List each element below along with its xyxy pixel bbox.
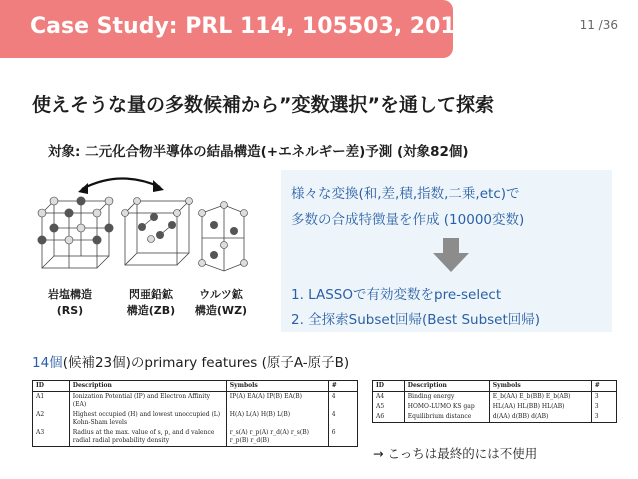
structure-label-rs: 岩塩構造 (RS) xyxy=(40,287,100,319)
structure-label-wz: ウルツ鉱 構造(WZ) xyxy=(190,287,252,319)
structure-label-zb: 閃亜鉛鉱 構造(ZB) xyxy=(118,287,184,319)
table-header-row: ID Description Symbols # xyxy=(33,381,358,392)
process-box xyxy=(281,170,612,332)
comparison-arrow-icon xyxy=(82,178,160,189)
crystal-structures-figure xyxy=(30,175,250,321)
table-row: A6 Equilibrium distance d(AA) d(BB) d(AB) 3 xyxy=(373,412,617,423)
table-row: A1 Ionization Potential (IP) and Electron Affinity (EA) IP(A) EA(A) IP(B) EA(B) 4 xyxy=(33,392,358,411)
primary-features-table-left xyxy=(32,380,358,444)
rocksalt-atoms xyxy=(38,197,114,245)
slide-title: Case Study: PRL 114, 105503, 2015 xyxy=(30,14,472,39)
table-row: A3 Radius at the max. value of s, p, and d valence radial radial probability density r_s(A) r_p(A) r_d(A) r_s(B) r_p(B) r_d(B) 6 xyxy=(33,428,358,447)
table-header-row: ID Description Symbols # xyxy=(373,381,617,392)
target-description: 対象: 二元化合物半導体の結晶構造(+エネルギー差)予測 (対象82個) xyxy=(48,144,469,160)
table-row: A5 HOMO-LUMO KS gap HL(AA) HL(BB) HL(AB) 3 xyxy=(373,402,617,412)
process-line-2: 多数の合成特徴量を作成 (10000変数) xyxy=(291,212,525,228)
process-line-1: 様々な変換(和,差,積,指数,二乗,etc)で xyxy=(291,186,520,202)
features-description: (候補23個)のprimary features (原子A-原子B) xyxy=(62,355,350,371)
zincblende-atoms xyxy=(122,198,193,243)
table-row: A4 Binding energy E_b(AA) E_b(BB) E_b(AB) 3 xyxy=(373,392,617,403)
title-bar xyxy=(0,0,472,58)
down-arrow-icon xyxy=(433,238,469,272)
page-number: 11 /36 xyxy=(579,18,618,32)
primary-features-table-right xyxy=(372,380,617,432)
unused-note: → こっちは最終的には不使用 xyxy=(373,446,538,461)
process-step-2: 2. 全探索Subset回帰(Best Subset回帰) xyxy=(291,312,541,328)
slide-heading: 使えそうな量の多数候補から”変数選択”を通して探索 xyxy=(32,94,494,116)
features-line xyxy=(32,351,349,371)
features-count: 14個 xyxy=(32,355,63,371)
table-row: A2 Highest occupied (H) and lowest unoccupied (L) Kohn-Sham levels H(A) L(A) H(B) L(B) 4 xyxy=(33,410,358,428)
wurtzite-structure-icon xyxy=(202,205,244,271)
process-step-1: 1. LASSOで有効変数をpre-select xyxy=(291,287,502,303)
